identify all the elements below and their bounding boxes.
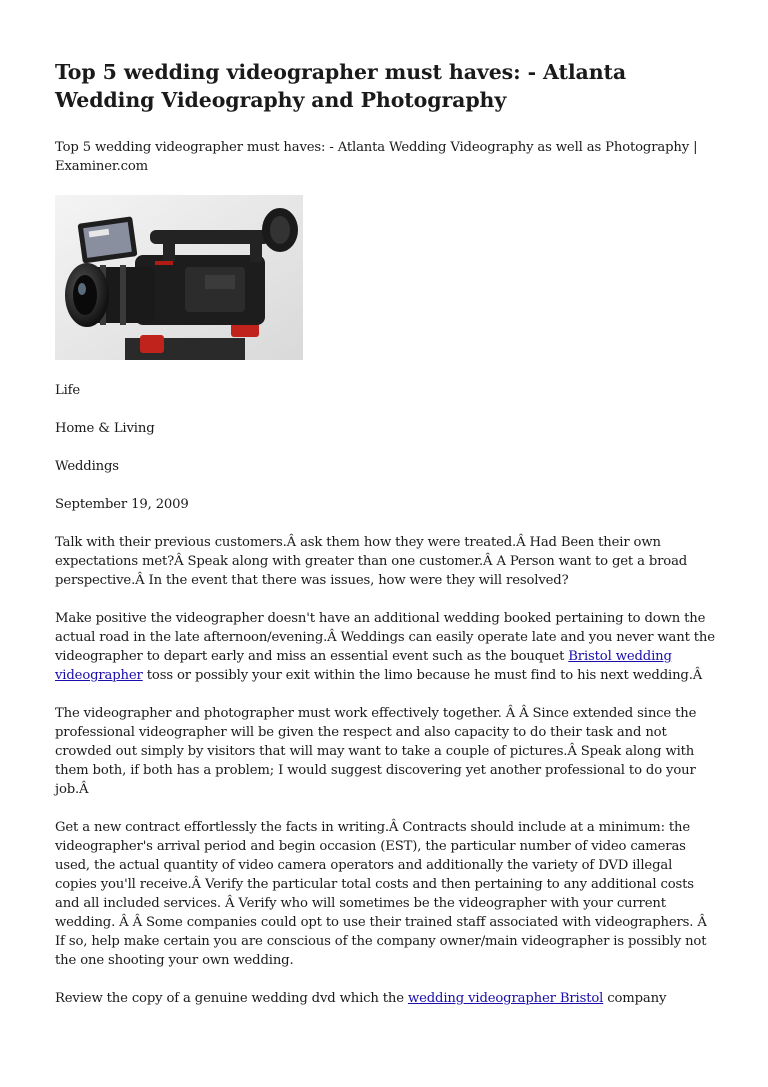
wedding-videographer-bristol-link[interactable]: wedding videographer Bristol bbox=[407, 991, 604, 1006]
bristol-wedding-videographer-link[interactable]: Bristol wedding videographer bbox=[55, 649, 672, 683]
document-title: Top 5 wedding videographer must haves: - Atlanta Wedding Videography and Photography bbox=[55, 60, 627, 112]
paragraph-2-text-before: Make positive the videographer doesn't have an additional wedding booked pertaining to down the actual road in the late afternoon/evening.Â Weddings can easily operate late and you never want the videographer to depart early and miss an essential event such as the bouquet bbox=[55, 611, 715, 664]
paragraph-4: Get a new contract effortlessly the facts in writing.Â Contracts should include at a minimum: the videographer's arrival period and begin occasion (EST), the particular number of video cameras used, the actual quantity of video camera operators and additionally the variety of DVD illegal copies you'll receive.Â Verify the particular total costs and then pertaining to any additional costs and all included services. Â Verify who will sometimes be the videographer with your current wedding. Â Â Some companies could opt to use their trained staff associated with videographers. Â If so, help make certain you are conscious of the company owner/main videographer is possibly not the one shooting your own wedding. bbox=[55, 820, 707, 968]
paragraph-5-text-after: company bbox=[603, 991, 667, 1006]
paragraph-5 bbox=[55, 989, 715, 1008]
category-weddings: Weddings bbox=[55, 459, 119, 474]
camcorder-photo bbox=[55, 195, 303, 360]
paragraph-3: The videographer and photographer must work effectively together. Â Â Since extended since the professional videographer will be given the respect and also capacity to do their task and not crowded out simply by visitors that will may want to take a couple of pictures.Â Speak along with them both, if both has a problem; I would suggest discovering yet another professional to do your job.Â bbox=[55, 706, 697, 797]
paragraph-1: Talk with their previous customers.Â ask them how they were treated.Â Had Been their own expectations met?Â Speak along with greater than one customer.Â A Person want to get a broad perspective.Â In the event that there was issues, how were they will resolved? bbox=[55, 535, 688, 588]
paragraph-2 bbox=[55, 609, 715, 685]
category-home-living: Home & Living bbox=[55, 421, 155, 436]
paragraph-5-text-before: Review the copy of a genuine wedding dvd which the bbox=[55, 991, 408, 1006]
category-life: Life bbox=[55, 383, 81, 398]
document-page bbox=[55, 58, 715, 1008]
publish-date: September 19, 2009 bbox=[55, 497, 189, 512]
document-subtitle: Top 5 wedding videographer must haves: - Atlanta Wedding Videography as well as Photography | Examiner.com bbox=[55, 140, 698, 174]
paragraph-2-text-after: toss or possibly your exit within the limo because he must find to his next wedding.Â bbox=[142, 668, 703, 683]
